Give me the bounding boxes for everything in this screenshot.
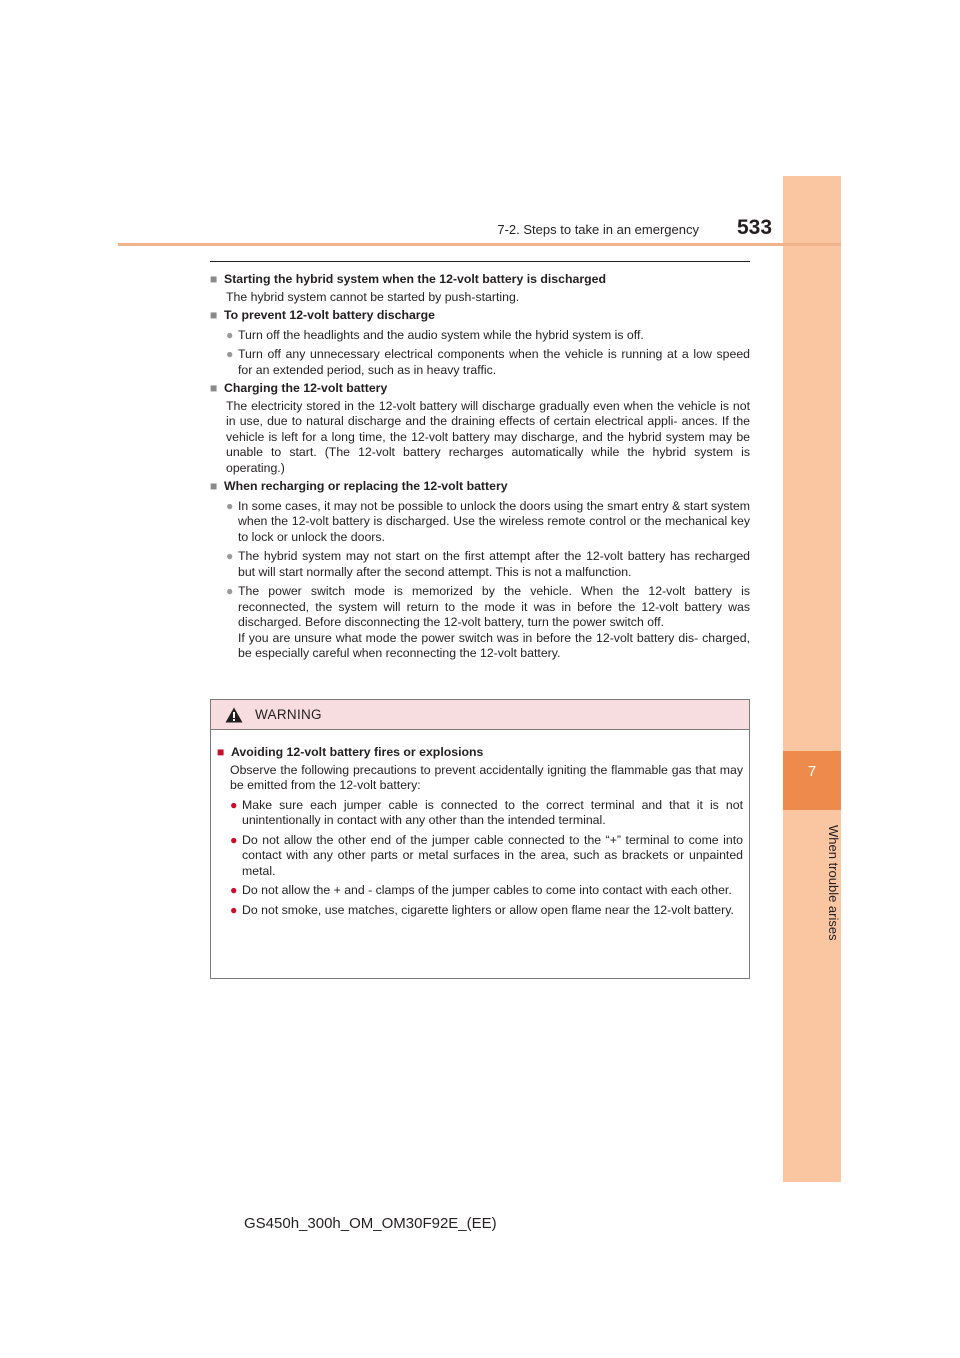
warning-header <box>211 700 749 730</box>
circle-bullet-icon: ● <box>230 797 238 812</box>
list-item: ● Turn off any unnecessary electrical components when the vehicle is running at a low speed for an extended period, such as in heavy traffic. <box>226 347 750 377</box>
main-content <box>210 269 750 662</box>
square-bullet-icon: ■ <box>217 745 225 759</box>
chapter-label: When trouble arises <box>826 825 841 941</box>
square-bullet-icon: ■ <box>210 381 218 395</box>
chapter-number-box <box>783 751 841 810</box>
document-id: GS450h_300h_OM_OM30F92E_(EE) <box>244 1215 497 1232</box>
circle-bullet-icon: ● <box>226 347 234 361</box>
square-bullet-icon: ■ <box>210 272 218 286</box>
circle-bullet-icon: ● <box>230 832 238 847</box>
circle-bullet-icon: ● <box>226 327 234 342</box>
warning-box <box>210 699 750 979</box>
chapter-number: 7 <box>807 763 817 780</box>
list-item: ● Turn off the headlights and the audio system while the hybrid system is off. <box>226 327 644 342</box>
section-heading: ■ Charging the 12-volt battery <box>210 381 388 395</box>
section-text: The hybrid system cannot be started by push-starting. <box>226 289 520 304</box>
list-item: ● The power switch mode is memorized by the vehicle. When the 12-volt battery is reconnected, the system will return to the mode it was in before the 12-volt battery was discharged. Before disconnecting the 12-volt battery, turn the power switch off. If you are unsure what mode the power switch was in before the 12-volt battery dis- charged, be especially careful when reconnecting the 12-volt battery. <box>226 584 750 660</box>
warning-label: WARNING <box>255 707 322 722</box>
circle-bullet-icon: ● <box>226 549 234 563</box>
section-text: The electricity stored in the 12-volt battery will discharge gradually even when the vehicle is not in use, due to natural discharge and the draining effects of certain electrical appli- ances. If the vehicle is left for a long time, the 12-volt battery may discharge, and the hybrid system may be unable to start. (The 12-volt battery recharges automatically while the hybrid system is operating.) <box>226 398 750 475</box>
warning-triangle-icon <box>225 707 243 723</box>
section-heading: ■ Starting the hybrid system when the 12-volt battery is discharged <box>210 272 606 286</box>
section-heading: ■ When recharging or replacing the 12-volt battery <box>210 479 508 493</box>
circle-bullet-icon: ● <box>230 902 238 917</box>
square-bullet-icon: ■ <box>210 308 218 322</box>
content-rule <box>210 261 750 262</box>
chapter-side-tab <box>783 176 841 1182</box>
page-number: 533 <box>737 216 773 239</box>
section-heading: ■ To prevent 12-volt battery discharge <box>210 308 435 322</box>
circle-bullet-icon: ● <box>230 883 238 897</box>
warning-list-item: ● Do not smoke, use matches, cigarette lighters or allow open flame near the 12-volt battery. <box>230 902 734 917</box>
warning-list-item: ● Do not allow the other end of the jumper cable connected to the “+” terminal to come into contact with any other parts or metal surfaces in the area, such as brackets or unpainted metal. <box>230 832 743 878</box>
warning-text: Observe the following precautions to prevent accidentally igniting the flammable gas that may be emitted from the 12-volt battery: <box>230 762 743 792</box>
circle-bullet-icon: ● <box>226 498 234 513</box>
warning-list-item: ● Make sure each jumper cable is connected to the correct terminal and that it is not unintentionally in contact with any other than the intended terminal. <box>230 797 743 827</box>
section-title: 7-2. Steps to take in an emergency <box>497 222 699 237</box>
warning-body <box>211 730 749 918</box>
list-item: ● In some cases, it may not be possible to unlock the doors using the smart entry & start system when the 12-volt battery is discharged. Use the wireless remote control or the mechanical key to lock or unlock the doors. <box>226 498 750 544</box>
square-bullet-icon: ■ <box>210 479 218 493</box>
header-rule <box>118 243 841 246</box>
list-item: ● The hybrid system may not start on the first attempt after the 12-volt battery has recharged but will start normally after the second attempt. This is not a malfunction. <box>226 549 750 579</box>
warning-list-item: ● Do not allow the + and - clamps of the jumper cables to come into contact with each other. <box>230 883 732 897</box>
circle-bullet-icon: ● <box>226 584 234 598</box>
warning-heading: ■ Avoiding 12-volt battery fires or explosions <box>217 745 484 759</box>
